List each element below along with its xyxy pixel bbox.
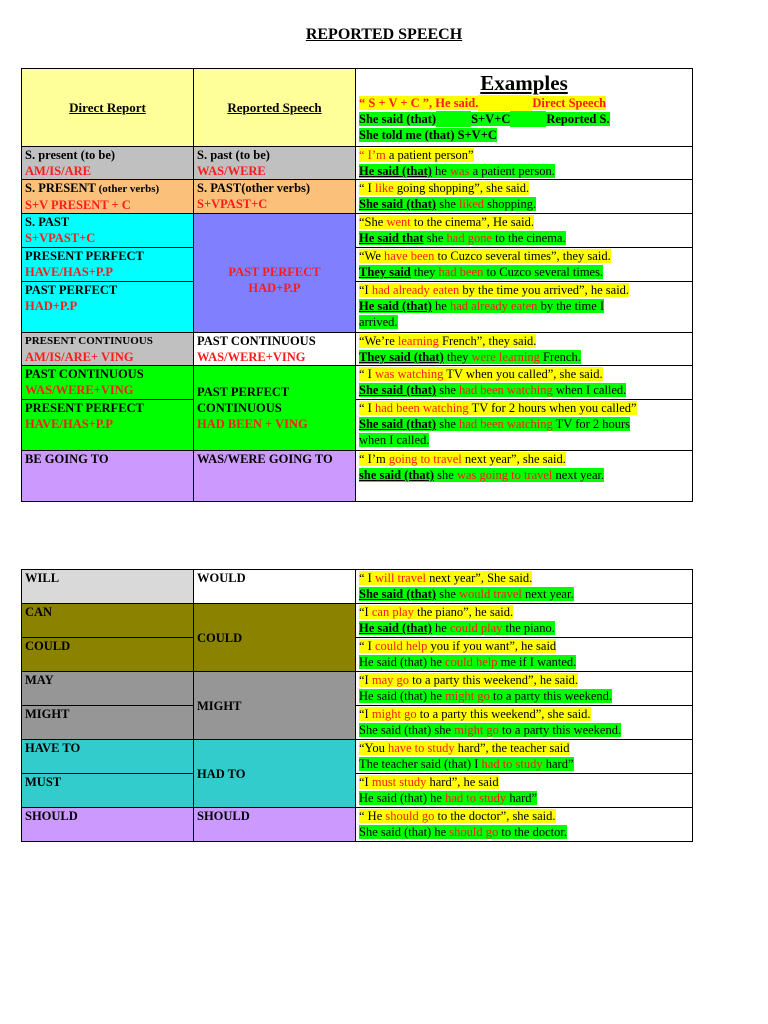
direct-cell: MUST (22, 774, 194, 808)
example-cell: “I had already eaten by the time you arrived”, he said. He said (that) he had already eaten by the time I arrived. (356, 282, 693, 333)
reported-cell: PAST CONTINUOUS WAS/WERE+VING (194, 333, 356, 366)
example-cell: “We have been to Cuzco several times”, they said. They said they had been to Cuzco several times. (356, 248, 693, 282)
direct-cell: HAVE TO (22, 740, 194, 774)
formula-direct: “ S + V + C ”, He said. (359, 96, 479, 110)
direct-cell: WILL (22, 570, 194, 604)
direct-cell: SHOULD (22, 808, 194, 842)
example-cell: “ I’m a patient person” He said (that) he was a patient person. (356, 147, 693, 180)
direct-cell: PRESENT CONTINUOUS AM/IS/ARE+ VING (22, 333, 194, 366)
reported-speech-table (21, 68, 693, 502)
example-cell: “She went to the cinema”, He said. He said that she had gone to the cinema. (356, 214, 693, 248)
table-row (22, 808, 693, 842)
table-row (22, 604, 693, 638)
header-reported-speech: Reported Speech (194, 69, 356, 147)
direct-cell: MAY (22, 672, 194, 706)
example-cell: “I may go to a party this weekend”, he said. He said (that) he might go to a party this weekend. (356, 672, 693, 706)
example-cell: “I might go to a party this weekend”, she said. She said (that) she might go to a party this weekend. (356, 706, 693, 740)
table-row (22, 400, 693, 451)
example-cell: “ He should go to the doctor”, she said. She said (that) he should go to the doctor. (356, 808, 693, 842)
direct-cell: S. PRESENT (other verbs) S+V PRESENT + C (22, 180, 194, 214)
example-cell: “ I like going shopping”, she said. She said (that) she liked shopping. (356, 180, 693, 214)
table-row (22, 638, 693, 672)
table-header-row (22, 69, 693, 147)
direct-cell: PRESENT PERFECT HAVE/HAS+P.P (22, 248, 194, 282)
examples-title: Examples (480, 71, 568, 95)
example-cell: “We’re learning French”, they said. They said (that) they were learning French. (356, 333, 693, 366)
header-direct-report: Direct Report (22, 69, 194, 147)
table-row (22, 706, 693, 740)
table-row (22, 282, 693, 333)
formula-told: She told me (that) S+V+C (359, 128, 497, 142)
direct-cell: CAN (22, 604, 194, 638)
reported-cell-past-perfect: PAST PERFECT HAD+P.P (194, 214, 356, 333)
direct-cell: PRESENT PERFECT HAVE/HAS+P.P (22, 400, 194, 451)
reported-cell: S. PAST(other verbs) S+VPAST+C (194, 180, 356, 214)
example-cell: “You have to study hard”, the teacher said The teacher said (that) I had to study hard” (356, 740, 693, 774)
table-row (22, 672, 693, 706)
reported-cell-had-to: HAD TO (194, 740, 356, 808)
table-row (22, 451, 693, 502)
table-row (22, 248, 693, 282)
label-reported-s: Reported S. (546, 112, 610, 126)
reported-cell: S. past (to be) WAS/WERE (194, 147, 356, 180)
reported-cell: WOULD (194, 570, 356, 604)
modal-verbs-table (21, 569, 693, 842)
table-row (22, 774, 693, 808)
page-title: REPORTED SPEECH (305, 26, 463, 43)
reported-cell: SHOULD (194, 808, 356, 842)
example-cell: “ I will travel next year”, She said. She said (that) she would travel next year. (356, 570, 693, 604)
reported-cell-past-perfect-continuous: PAST PERFECT CONTINUOUS HAD BEEN + VING (194, 366, 356, 451)
example-cell: “ I had been watching TV for 2 hours when you called” She said (that) she had been watching TV for 2 hours when I called. (356, 400, 693, 451)
reported-cell-might: MIGHT (194, 672, 356, 740)
formula-said: She said (that) (359, 112, 437, 126)
table-row (22, 570, 693, 604)
table-row (22, 214, 693, 248)
direct-cell: COULD (22, 638, 194, 672)
table-row (22, 180, 693, 214)
example-cell: “ I’m going to travel next year”, she said. she said (that) she was going to travel next year. (356, 451, 693, 502)
table-row (22, 740, 693, 774)
table-row (22, 333, 693, 366)
direct-cell: S. PAST S+VPAST+C (22, 214, 194, 248)
header-examples (356, 69, 693, 147)
label-direct-speech: Direct Speech (532, 96, 607, 110)
direct-cell: S. present (to be) AM/IS/ARE (22, 147, 194, 180)
reported-cell: WAS/WERE GOING TO (194, 451, 356, 502)
formula-svc: S+V+C (471, 112, 511, 126)
direct-cell: PAST PERFECT HAD+P.P (22, 282, 194, 333)
table-row (22, 366, 693, 400)
table-row (22, 147, 693, 180)
example-cell: “I must study hard”, he said He said (that) he had to study hard” (356, 774, 693, 808)
example-cell: “ I was watching TV when you called”, she said. She said (that) she had been watching when I called. (356, 366, 693, 400)
example-cell: “I can play the piano”, he said. He said (that) he could play the piano. (356, 604, 693, 638)
direct-cell: BE GOING TO (22, 451, 194, 502)
direct-cell: PAST CONTINUOUS WAS/WERE+VING (22, 366, 194, 400)
direct-cell: MIGHT (22, 706, 194, 740)
example-cell: “ I could help you if you want”, he said He said (that) he could help me if I wanted. (356, 638, 693, 672)
reported-cell-could: COULD (194, 604, 356, 672)
